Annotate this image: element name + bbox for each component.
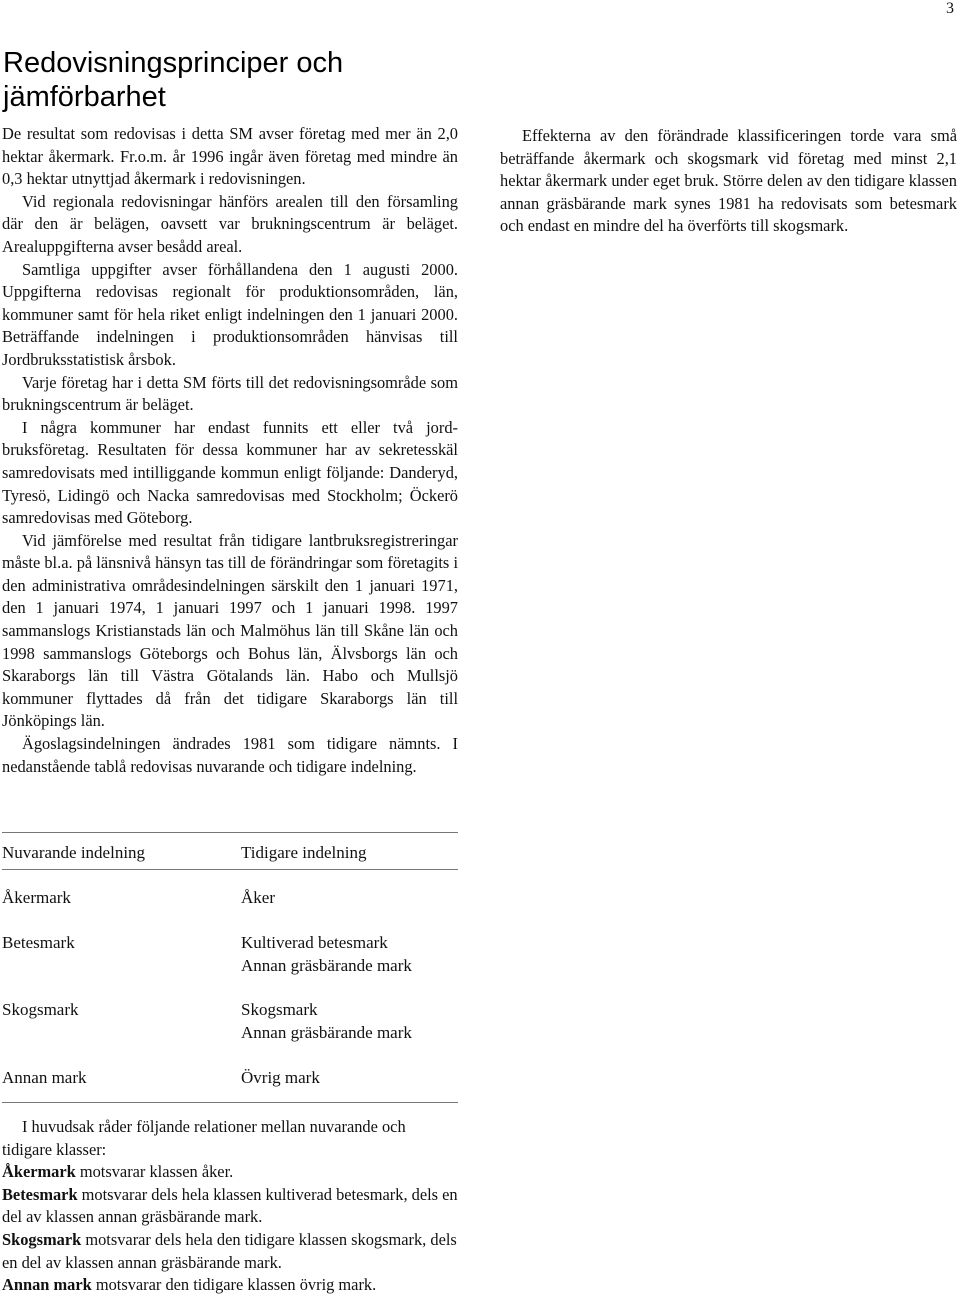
page-number: 3 bbox=[946, 0, 954, 17]
table-cell-current: Skogsmark bbox=[2, 1000, 79, 1019]
table-header-rule bbox=[2, 869, 458, 870]
table-cell-previous: Skogsmark bbox=[241, 1000, 318, 1019]
table-cell-current: Åkermark bbox=[2, 888, 71, 907]
relation-text: motsvarar dels hela klassen kultiverad betesmark, dels en del av klassen annan gräsbärande mark. bbox=[2, 1184, 458, 1227]
relation-text: motsvarar klassen åker. bbox=[75, 1162, 234, 1182]
paragraph: Vid jämförelse med resultat från tidigare lantbruksregistreringar måste bl.a. på länsnivå hänsyn tas till de förändringar som företagits i den administrativa områdesindelningen särskilt den 1 januari 1971, den 1 januari 1974, 1 januari 1997 och 1 januari 1998. 1997 sammanslogs Kristianstads län och Malmöhus län till Skåne län och 1998 sammanslogs Göteborgs och Bohus län, Älvsborgs län och Skaraborgs län till Västra Götalands län. Habo och Mullsjö kommuner flyttades då från det tidigare Skaraborgs län till Jönköpings län. bbox=[2, 530, 458, 731]
relation-item bbox=[2, 1229, 458, 1274]
table-cell-previous: Kultiverad betesmark bbox=[241, 933, 388, 952]
paragraph: De resultat som redovisas i detta SM avser företag med mer än 2,0 hektar åkermark. Fr.o.m. år 1996 ingår även företag med mindre än 0,3 hektar utnyttjad åkermark i redovisningen. bbox=[2, 124, 458, 189]
paragraph: Ägoslagsindelningen ändrades 1981 som tidigare nämnts. I nedanstående tablå redovisas nuvarande och tidigare indelning. bbox=[2, 734, 458, 776]
relation-term: Betesmark bbox=[2, 1184, 78, 1204]
table-cell-previous: Åker bbox=[241, 888, 275, 907]
table-header-current: Nuvarande indelning bbox=[2, 843, 146, 862]
paragraph: Effekterna av den förändrade klassificeringen torde vara små beträffande åkermark och skogsmark vid företag med minst 2,1 hektar åkermark under eget bruk. Större delen av den tidigare klassen annan gräsbärande mark synes 1981 ha redovisats som betesmark och endast en mindre del ha överförts till skogsmark. bbox=[500, 126, 957, 236]
paragraph: Samtliga uppgifter avser förhållandena den 1 augusti 2000. Uppgifterna redovisas regionalt för produktionsområden, län, kommuner samt för hela riket enligt indelningen den 1 januari 2000. Beträffande indelningen i produktionsområden hänvisas till Jordbruksstatistisk årsbok. bbox=[2, 259, 458, 369]
table-cell-current: Betesmark bbox=[2, 933, 75, 952]
relation-item bbox=[2, 1184, 458, 1229]
table-cell-previous: Annan gräsbärande mark bbox=[241, 956, 412, 975]
relation-term: Åkermark bbox=[2, 1162, 76, 1182]
relations-section bbox=[2, 1116, 458, 1297]
relation-item bbox=[2, 1274, 458, 1297]
table-cell-current: Annan mark bbox=[2, 1068, 87, 1087]
paragraph: Vid regionala redovisningar hänförs arealen till den församling där den är belägen, oavsett var brukningscentrum är beläget. Arealuppgifterna avser besådd areal. bbox=[2, 191, 458, 256]
paragraph: Varje företag har i detta SM förts till det redovisningsområde som brukningscentrum är beläget. bbox=[2, 372, 458, 415]
page-title: Redovisningsprinciper och jämförbarhet bbox=[3, 47, 344, 113]
relation-term: Skogsmark bbox=[2, 1229, 82, 1249]
table-bottom-rule bbox=[2, 1102, 458, 1103]
relation-text: motsvarar den tidigare klassen övrig mark. bbox=[91, 1275, 377, 1295]
table-header-previous: Tidigare indelning bbox=[241, 843, 367, 862]
relation-term: Annan mark bbox=[2, 1275, 92, 1295]
left-column-body bbox=[2, 123, 458, 778]
relation-item bbox=[2, 1161, 458, 1184]
table-cell-previous: Övrig mark bbox=[241, 1068, 320, 1087]
relation-text: motsvarar dels hela den tidigare klassen skogsmark, dels en del av klassen annan gräsbärande mark. bbox=[2, 1229, 457, 1272]
right-column-body bbox=[500, 125, 957, 238]
paragraph: I några kommuner har endast funnits ett eller två jordbruksföretag. Resultaten för dessa kommuner har av sekretesskäl samredovisats med intilliggande kommun enligt följande: Danderyd, Tyresö, Lidingö och Nacka samredovisas med Stockholm; Öckerö samredovisas med Göteborg. bbox=[2, 417, 458, 528]
relations-intro: I huvudsak råder följande relationer mellan nuvarande och tidigare klasser: bbox=[2, 1117, 406, 1159]
table-top-rule bbox=[2, 832, 458, 833]
table-cell-previous: Annan gräsbärande mark bbox=[241, 1023, 412, 1042]
